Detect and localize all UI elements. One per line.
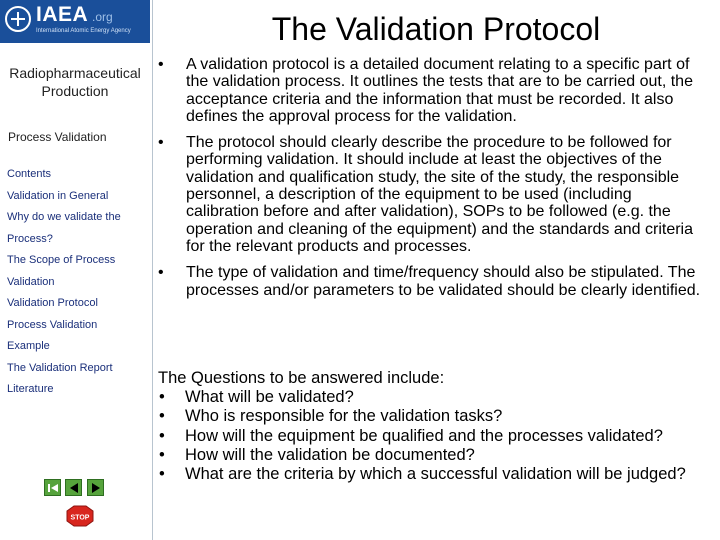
iaea-logo — [0, 0, 150, 43]
nav-item-why-validate[interactable]: Why do we validate the — [7, 211, 121, 223]
nav-item-literature[interactable]: Literature — [7, 383, 54, 395]
previous-button[interactable] — [65, 479, 82, 496]
question-text: What will be validated? — [185, 388, 354, 407]
bullet-list — [158, 56, 706, 299]
stop-sign-icon — [66, 505, 94, 527]
question-item — [158, 427, 706, 446]
question-item — [158, 446, 706, 465]
logo-org: .org — [92, 10, 113, 24]
next-arrow-icon — [90, 482, 102, 494]
bullet-icon: • — [158, 56, 164, 73]
first-page-button[interactable] — [44, 479, 61, 496]
nav-item-scope-cont[interactable]: Validation — [7, 275, 55, 288]
nav-item-contents[interactable]: Contents — [7, 168, 52, 180]
bullet-icon: • — [159, 407, 165, 426]
stop-label: STOP — [70, 514, 90, 522]
questions-heading: The Questions to be answered include: — [158, 369, 445, 387]
bullet-item — [158, 56, 706, 125]
bullet-text: A validation protocol is a detailed document relating to a specific part of the validation process. It outlines the tests that are to be carried out, the acceptance criteria and the information that must be recorded. It also defines the approval process for the validation. — [186, 56, 693, 125]
section-title: Process Validation — [8, 130, 107, 144]
bullet-icon: • — [159, 445, 165, 464]
question-item — [158, 407, 706, 426]
sidebar-nav — [7, 164, 121, 401]
nav-item-process-validation-example[interactable]: Process Validation — [7, 318, 98, 331]
question-text: How will the equipment be qualified and the processes validated? — [185, 426, 663, 445]
first-page-icon — [47, 482, 59, 494]
next-button[interactable] — [87, 479, 104, 496]
questions-section — [158, 369, 706, 484]
question-text: How will the validation be documented? — [185, 445, 475, 464]
previous-arrow-icon — [68, 482, 80, 494]
nav-item-scope[interactable]: The Scope of Process — [7, 254, 116, 266]
bullet-icon: • — [159, 465, 165, 484]
logo-subtitle: International Atomic Energy Agency — [36, 28, 131, 34]
nav-item-validation-report[interactable]: The Validation Report — [7, 361, 113, 374]
bullet-item — [158, 264, 706, 299]
question-text: What are the criteria by which a successful validation will be judged? — [185, 465, 686, 484]
bullet-icon: • — [159, 388, 165, 407]
course-title: Radiopharmaceutical Production — [9, 65, 141, 99]
bullet-icon: • — [159, 426, 165, 445]
nav-item-validation-protocol[interactable]: Validation Protocol — [7, 297, 98, 309]
slide-title: The Validation Protocol — [271, 11, 601, 47]
bullet-text: The protocol should clearly describe the procedure to be followed for performing validation. It should include at least the objectives of the validation and qualification study, the site of the study, the responsible personnel, a description of the equipment to be used (including calibration before and after validation), SOPs to be followed (e.g. the operation and cleaning of the equipment) and the standards and criteria for the relevant products and processes. — [186, 134, 694, 255]
bullet-icon: • — [158, 264, 164, 282]
sidebar — [0, 0, 153, 540]
question-text: Who is responsible for the validation tasks? — [185, 407, 503, 426]
atom-icon — [5, 6, 31, 32]
stop-button[interactable] — [66, 505, 94, 527]
nav-item-why-validate-cont[interactable]: Process? — [7, 232, 53, 245]
bullet-item — [158, 134, 706, 255]
bullet-text: The type of validation and time/frequency should also be stipulated. The processes and/or parameters to be validated should be clearly identified. — [186, 264, 701, 299]
nav-item-validation-in-general[interactable]: Validation in General — [7, 189, 109, 202]
logo-text: IAEA — [36, 3, 89, 26]
question-item — [158, 388, 706, 407]
bullet-icon: • — [158, 134, 164, 152]
nav-item-process-validation-example-cont[interactable]: Example — [7, 340, 50, 352]
question-item — [158, 465, 706, 484]
